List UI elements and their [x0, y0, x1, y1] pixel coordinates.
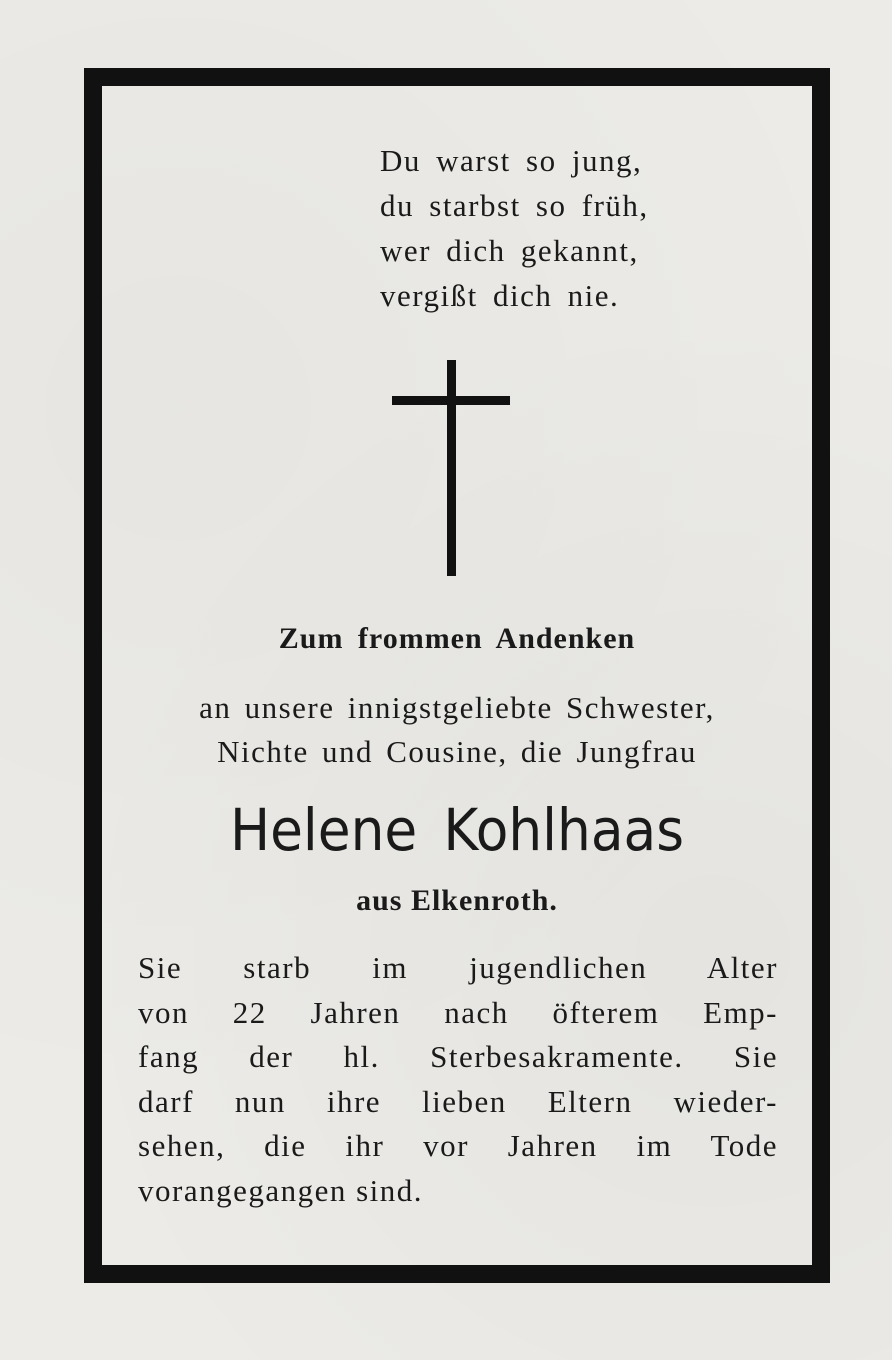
poem-line: du starbst so früh,	[380, 188, 649, 223]
cross-horizontal-bar	[392, 396, 510, 405]
cross-icon	[392, 360, 512, 576]
poem-verse	[380, 138, 740, 318]
poem-line: wer dich gekannt,	[380, 233, 639, 268]
intro-line: an unsere innigstgeliebte Schwester,	[199, 690, 715, 725]
deceased-origin: aus Elkenroth.	[356, 884, 558, 917]
body-line: sehen, die ihr vor Jahren im Tode	[138, 1128, 778, 1163]
intro-line: Nichte und Cousine, die Jungfrau	[217, 734, 697, 769]
body-line: vorangegangen sind.	[138, 1172, 424, 1208]
cross-vertical-bar	[447, 360, 456, 576]
body-line: Sie starb im jugendlichen Alter	[138, 950, 778, 985]
deceased-name: Helene Kohlhaas	[229, 796, 685, 864]
poem-line: vergißt dich nie.	[380, 278, 620, 313]
memorial-intro	[100, 686, 814, 774]
memorial-heading: Zum frommen Andenken	[278, 622, 636, 655]
poem-line: Du warst so jung,	[380, 143, 643, 178]
body-line: von 22 Jahren nach öfterem Emp-	[138, 994, 778, 1030]
body-line: darf nun ihre lieben Eltern wieder-	[138, 1083, 778, 1119]
memorial-body	[138, 946, 778, 1213]
body-line: fang der hl. Sterbesakramente. Sie	[138, 1039, 778, 1074]
